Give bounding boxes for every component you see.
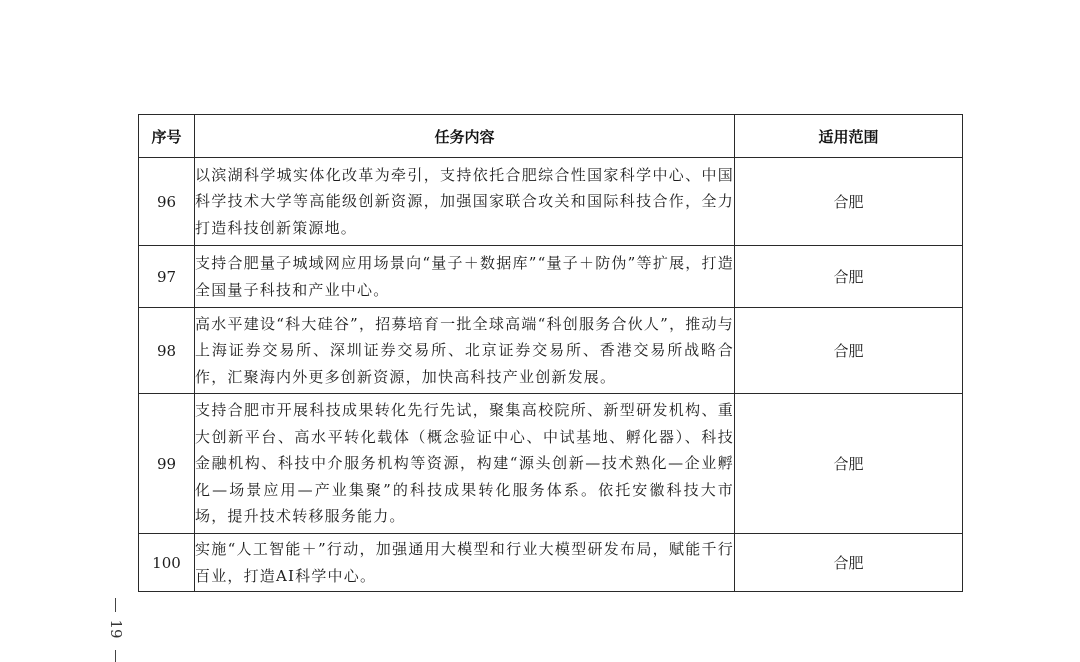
table-row <box>139 534 963 592</box>
row-content: 支持合肥量子城域网应用场景向“量子＋数据库”“量子＋防伪”等扩展，打造全国量子科技和产业中心。 <box>195 246 735 308</box>
page-number <box>106 598 126 662</box>
row-index: 99 <box>139 394 195 534</box>
header-scope: 适用范围 <box>735 115 963 158</box>
header-index: 序号 <box>139 115 195 158</box>
row-scope: 合肥 <box>735 246 963 308</box>
row-content: 高水平建设“科大硅谷”，招募培育一批全球高端“科创服务合伙人”，推动与上海证券交易所、深圳证券交易所、北京证券交易所、香港交易所战略合作，汇聚海内外更多创新资源，加快高科技产业创新发展。 <box>195 308 735 394</box>
page-number-text: 19 <box>107 619 125 639</box>
row-scope: 合肥 <box>735 394 963 534</box>
row-scope: 合肥 <box>735 308 963 394</box>
table-row <box>139 158 963 246</box>
table-row <box>139 394 963 534</box>
table-row <box>139 246 963 308</box>
row-content: 以滨湖科学城实体化改革为牵引，支持依托合肥综合性国家科学中心、中国科学技术大学等高能级创新资源，加强国家联合攻关和国际科技合作，全力打造科技创新策源地。 <box>195 158 735 246</box>
row-index: 96 <box>139 158 195 246</box>
header-content: 任务内容 <box>195 115 735 158</box>
table-row <box>139 308 963 394</box>
row-content: 支持合肥市开展科技成果转化先行先试，聚集高校院所、新型研发机构、重大创新平台、高水平转化载体（概念验证中心、中试基地、孵化器）、科技金融机构、科技中介服务机构等资源，构建“源头创新—技术熟化—企业孵化—场景应用—产业集聚”的科技成果转化服务体系。依托安徽科技大市场，提升技术转移服务能力。 <box>195 394 735 534</box>
page-number-dash-top <box>115 598 116 612</box>
page-number-dash-bottom <box>115 650 116 662</box>
row-scope: 合肥 <box>735 534 963 592</box>
table-header-row <box>139 115 963 158</box>
row-content: 实施“人工智能＋”行动，加强通用大模型和行业大模型研发布局，赋能千行百业，打造AI科学中心。 <box>195 534 735 592</box>
task-table <box>138 114 963 592</box>
row-index: 98 <box>139 308 195 394</box>
row-index: 97 <box>139 246 195 308</box>
row-scope: 合肥 <box>735 158 963 246</box>
row-index: 100 <box>139 534 195 592</box>
